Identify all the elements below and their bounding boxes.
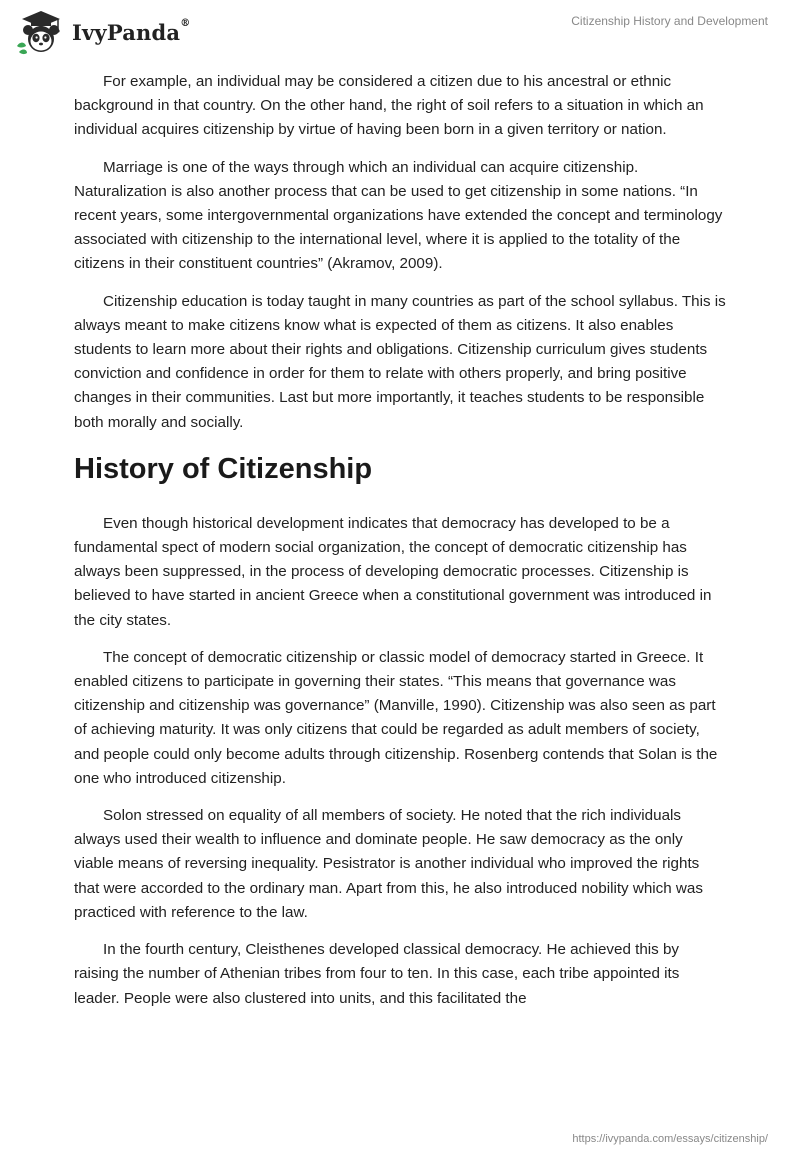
paragraph: Solon stressed on equality of all members of society. He noted that the rich individuals always used their wealth to influence and dominate people. He saw democracy as the only viable means of reversing inequality. Pesistrator is another individual who improved the rights that were accorded to the ordinary man. Apart from this, he also introduced nobility which was practiced with reference to the law. [74, 807, 703, 921]
page-header [0, 0, 800, 62]
source-url[interactable]: https://ivypanda.com/essays/citizenship/ [572, 1133, 768, 1145]
registered-mark: ® [180, 17, 191, 29]
paragraph: In the fourth century, Cleisthenes developed classical democracy. He achieved this by raising the number of Athenian tribes from four to ten. In this case, each tribe appointed its leader. People were also clustered into units, and this facilitated the [74, 941, 680, 1007]
brand-name: IvyPanda® [72, 17, 191, 45]
paragraph: For example, an individual may be considered a citizen due to his ancestral or ethnic background in that country. On the other hand, the right of soil refers to a situation in which an individual acquires citizenship by virtue of having been born in a given territory or nation. [74, 73, 704, 139]
section-heading: History of Citizenship [74, 452, 373, 485]
essay-body [74, 70, 726, 1024]
panda-graduate-icon [14, 8, 68, 56]
paragraph: Citizenship education is today taught in many countries as part of the school syllabus. This is always meant to make citizens know what is expected of them as citizens. It also enables students to learn more about their rights and obligations. Citizenship curriculum gives students conviction and confidence in order for them to relate with others properly, and bring positive changes in their communities. Last but more importantly, it teaches students to be responsible both morally and socially. [74, 292, 726, 431]
paragraph: The concept of democratic citizenship or classic model of democracy started in Greece. It enabled citizens to participate in governing their states. “This means that governance was citizenship and citizenship was governance” (Manville, 1990). Citizenship was also seen as part of achieving maturity. It was only citizens that could be regarded as adult members of society, and people could only become adults through citizenship. Rosenberg contends that Solan is the one who introduced citizenship. [74, 648, 718, 787]
ivypanda-logo[interactable] [14, 8, 190, 56]
paragraph: Even though historical development indicates that democracy has developed to be a fundamental spect of modern social organization, the concept of democratic citizenship has always been suppressed, in the process of developing democratic processes. Citizenship is believed to have started in ancient Greece when a constitutional government was introduced in the city states. [74, 514, 712, 629]
paragraph: Marriage is one of the ways through which an individual can acquire citizenship. Naturalization is also another process that can be used to get citizenship in some nations. “In recent years, some intergovernmental organizations have extended the concept and terminology associated with citizenship to the international level, where it is applied to the totality of the citizens in their constituent countries” (Akramov, 2009). [74, 158, 723, 273]
document-title: Citizenship History and Development [571, 14, 768, 28]
